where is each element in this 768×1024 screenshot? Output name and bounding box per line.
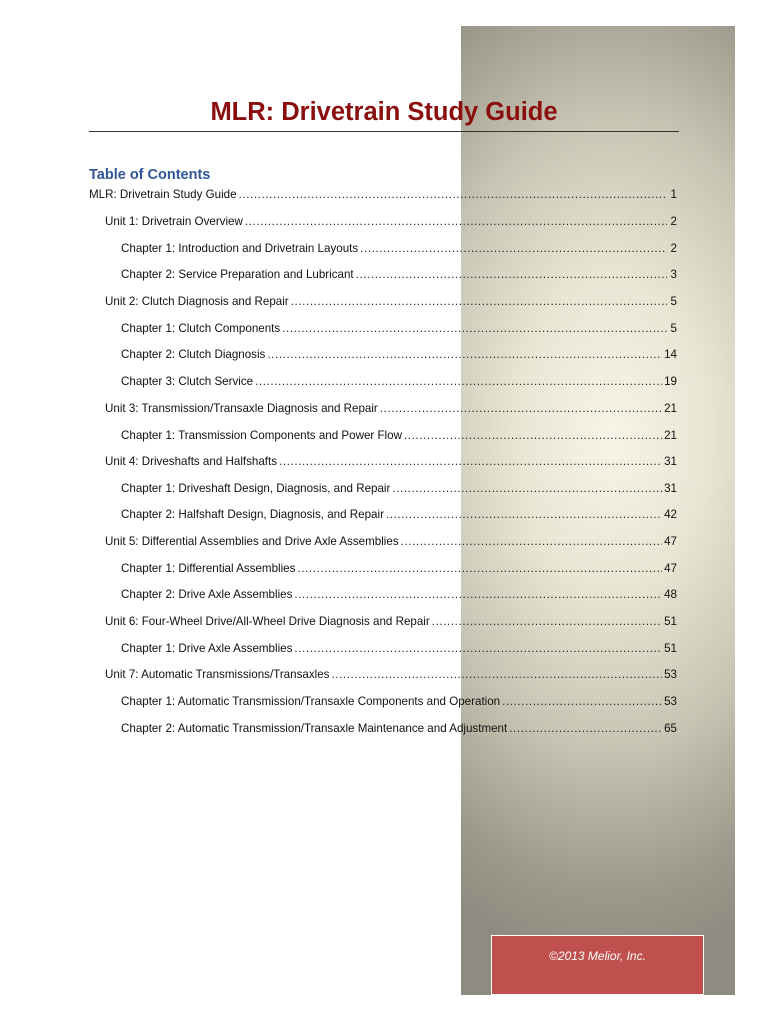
toc-entry-unit-5[interactable] xyxy=(89,532,679,552)
toc-entry-unit-4[interactable] xyxy=(89,452,679,472)
toc-dot-leader xyxy=(502,692,662,712)
toc-entry-label: Chapter 1: Clutch Components xyxy=(121,322,281,335)
toc-dot-leader xyxy=(294,585,662,605)
toc-page-number: 21 xyxy=(664,429,677,442)
toc-dot-leader xyxy=(282,319,667,339)
toc-page-number: 51 xyxy=(664,615,677,628)
toc-entry-label: Unit 5: Differential Assemblies and Drive Axle Assemblies xyxy=(105,535,399,548)
toc-entry-unit-1-chapter-2[interactable] xyxy=(89,265,679,285)
toc-dot-leader xyxy=(404,426,662,446)
document-title: MLR: Drivetrain Study Guide xyxy=(210,98,558,126)
toc-dot-leader xyxy=(380,399,662,419)
toc-page-number: 19 xyxy=(664,375,677,388)
toc-entry-label: Chapter 1: Differential Assemblies xyxy=(121,562,296,575)
toc-dot-leader xyxy=(239,185,667,205)
toc-entry-label: Chapter 2: Drive Axle Assemblies xyxy=(121,588,293,601)
toc-dot-leader xyxy=(432,612,662,632)
toc-entry-label: Chapter 2: Halfshaft Design, Diagnosis, and Repair xyxy=(121,508,384,521)
toc-entry-unit-7-chapter-1[interactable] xyxy=(89,692,679,712)
toc-dot-leader xyxy=(509,719,662,739)
toc-page-number: 48 xyxy=(664,588,677,601)
toc-entry-unit-6-chapter-1[interactable] xyxy=(89,639,679,659)
toc-entry-label: Unit 1: Drivetrain Overview xyxy=(105,215,243,228)
toc-page-number: 53 xyxy=(664,668,677,681)
toc-page-number: 47 xyxy=(664,535,677,548)
toc-entry-unit-3[interactable] xyxy=(89,399,679,419)
toc-page-number: 3 xyxy=(670,268,677,281)
toc-page-number: 53 xyxy=(664,695,677,708)
toc-entry-label: Chapter 2: Automatic Transmission/Transaxle Maintenance and Adjustment xyxy=(121,722,508,735)
toc-dot-leader xyxy=(279,452,662,472)
toc-dot-leader xyxy=(401,532,662,552)
toc-dot-leader xyxy=(267,345,662,365)
toc-entry-unit-1-chapter-1[interactable] xyxy=(89,239,679,259)
toc-dot-leader xyxy=(392,479,662,499)
toc-entry-label: Unit 7: Automatic Transmissions/Transaxles xyxy=(105,668,330,681)
toc-page-number: 65 xyxy=(664,722,677,735)
toc-entry-unit-3-chapter-1[interactable] xyxy=(89,426,679,446)
toc-dot-leader xyxy=(386,505,662,525)
toc-entry-label: Chapter 2: Service Preparation and Lubricant xyxy=(121,268,354,281)
toc-entry-label: Chapter 1: Drive Axle Assemblies xyxy=(121,642,293,655)
toc-entry-unit-4-chapter-1[interactable] xyxy=(89,479,679,499)
toc-dot-leader xyxy=(255,372,662,392)
toc-heading: Table of Contents xyxy=(89,167,211,183)
toc-entry-unit-7[interactable] xyxy=(89,665,679,685)
toc-dot-leader xyxy=(294,639,662,659)
toc-dot-leader xyxy=(331,665,662,685)
toc-entry-guide[interactable] xyxy=(89,185,679,205)
toc-entry-unit-2-chapter-2[interactable] xyxy=(89,345,679,365)
toc-dot-leader xyxy=(245,212,667,232)
toc-page-number: 5 xyxy=(670,322,677,335)
toc-entry-label: Chapter 2: Clutch Diagnosis xyxy=(121,348,266,361)
toc-page-number: 47 xyxy=(664,562,677,575)
toc-page-number: 1 xyxy=(670,188,677,201)
toc-page-number: 2 xyxy=(670,215,677,228)
toc-page-number: 2 xyxy=(670,242,677,255)
title-divider xyxy=(89,131,679,132)
copyright-text: ©2013 Melior, Inc. xyxy=(549,949,646,963)
toc-entry-label: Unit 6: Four-Wheel Drive/All-Wheel Drive Diagnosis and Repair xyxy=(105,615,430,628)
toc-page-number: 31 xyxy=(664,482,677,495)
toc-entry-label: Chapter 1: Automatic Transmission/Transaxle Components and Operation xyxy=(121,695,501,708)
toc-entry-label: Chapter 1: Transmission Components and Power Flow xyxy=(121,429,402,442)
toc-entry-label: Chapter 1: Driveshaft Design, Diagnosis, and Repair xyxy=(121,482,391,495)
toc-entry-unit-4-chapter-2[interactable] xyxy=(89,505,679,525)
toc-dot-leader xyxy=(297,559,662,579)
toc-entry-unit-5-chapter-1[interactable] xyxy=(89,559,679,579)
toc-entry-label: Chapter 1: Introduction and Drivetrain Layouts xyxy=(121,242,359,255)
toc-dot-leader xyxy=(356,265,667,285)
toc-entry-label: MLR: Drivetrain Study Guide xyxy=(89,188,237,201)
toc-dot-leader xyxy=(360,239,667,259)
toc-entry-unit-7-chapter-2[interactable] xyxy=(89,719,679,739)
toc-page-number: 21 xyxy=(664,402,677,415)
toc-entry-unit-5-chapter-2[interactable] xyxy=(89,585,679,605)
toc-entry-unit-2[interactable] xyxy=(89,292,679,312)
toc-entry-unit-1[interactable] xyxy=(89,212,679,232)
toc-entry-label: Chapter 3: Clutch Service xyxy=(121,375,254,388)
toc-page-number: 31 xyxy=(664,455,677,468)
toc-page-number: 42 xyxy=(664,508,677,521)
toc-entry-unit-6[interactable] xyxy=(89,612,679,632)
toc-page-number: 5 xyxy=(670,295,677,308)
toc-entry-unit-2-chapter-1[interactable] xyxy=(89,319,679,339)
toc-dot-leader xyxy=(291,292,667,312)
toc-entry-label: Unit 2: Clutch Diagnosis and Repair xyxy=(105,295,289,308)
toc-entry-label: Unit 4: Driveshafts and Halfshafts xyxy=(105,455,278,468)
toc-page-number: 14 xyxy=(664,348,677,361)
toc-entry-unit-2-chapter-3[interactable] xyxy=(89,372,679,392)
toc-page-number: 51 xyxy=(664,642,677,655)
toc-entry-label: Unit 3: Transmission/Transaxle Diagnosis and Repair xyxy=(105,402,378,415)
copyright-box xyxy=(491,935,704,995)
